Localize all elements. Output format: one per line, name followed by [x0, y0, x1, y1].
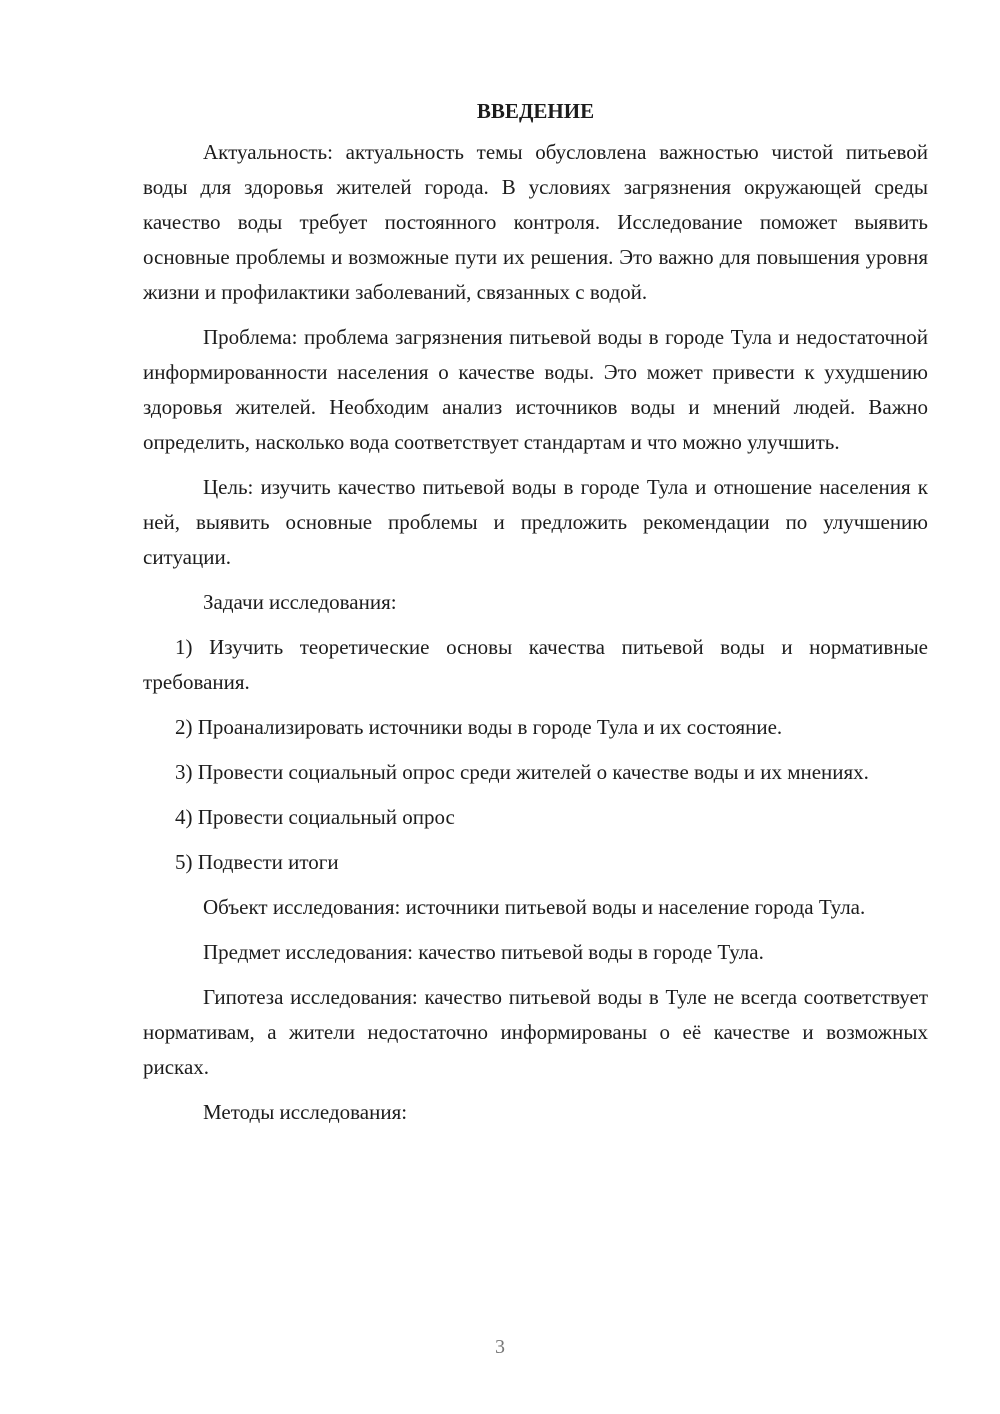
- page-content: [143, 94, 928, 1140]
- task-item-2: 2) Проанализировать источники воды в городе Тула и их состояние.: [175, 715, 783, 739]
- paragraph-object: Объект исследования: источники питьевой воды и население города Тула.: [203, 895, 866, 919]
- paragraph-subject: Предмет исследования: качество питьевой воды в городе Тула.: [203, 940, 764, 964]
- section-title: ВВЕДЕНИЕ: [476, 99, 595, 123]
- task-item-1: 1) Изучить теоретические основы качества питьевой воды и нормативные требования.: [143, 635, 928, 694]
- task-item-3: 3) Провести социальный опрос среди жителей о качестве воды и их мнениях.: [175, 760, 869, 784]
- paragraph-relevance: Актуальность: актуальность темы обусловлена важностью чистой питьевой воды для здоровья жителей города. В условиях загрязнения окружающей среды качество воды требует постоянного контроля. Исследование поможет выявить основные проблемы и возможные пути их решения. Это важно для повышения уровня жизни и профилактики заболеваний, связанных с водой.: [143, 140, 928, 304]
- paragraph-methods-heading: Методы исследования:: [203, 1100, 408, 1124]
- task-item-4: 4) Провести социальный опрос: [175, 805, 455, 829]
- paragraph-goal: Цель: изучить качество питьевой воды в городе Тула и отношение населения к ней, выявить основные проблемы и предложить рекомендации по улучшению ситуации.: [143, 475, 928, 569]
- task-item-5: 5) Подвести итоги: [175, 850, 339, 874]
- page-number: 3: [495, 1336, 505, 1358]
- paragraph-problem: Проблема: проблема загрязнения питьевой воды в городе Тула и недостаточной информированности населения о качестве воды. Это может привести к ухудшению здоровья жителей. Необходим анализ источников воды и мнений людей. Важно определить, насколько вода соответствует стандартам и что можно улучшить.: [143, 325, 928, 454]
- paragraph-hypothesis: Гипотеза исследования: качество питьевой воды в Туле не всегда соответствует нормативам, а жители недостаточно информированы о её качестве и возможных рисках.: [143, 985, 928, 1079]
- paragraph-tasks-heading: Задачи исследования:: [203, 590, 397, 614]
